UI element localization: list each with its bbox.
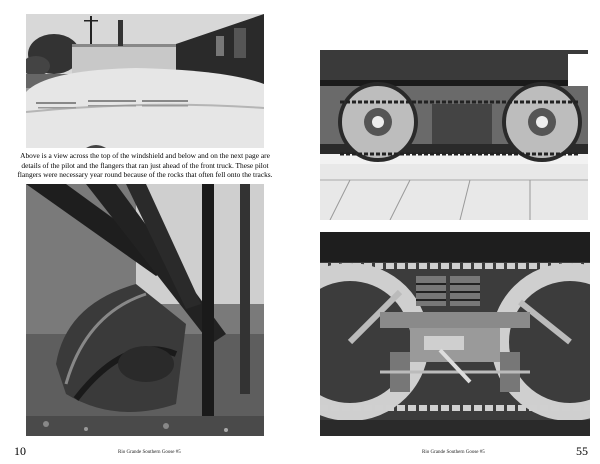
pilot-flanger-photo (26, 184, 264, 436)
left-page-number: 10 (14, 444, 26, 458)
windshield-photo (26, 14, 264, 148)
right-page (300, 0, 600, 464)
left-page-footer: Rio Grande Southern Goose #5 (118, 450, 181, 455)
right-page-number: 55 (576, 444, 588, 458)
truck-underside-photo (320, 232, 590, 436)
front-truck-photo (320, 14, 588, 220)
photo-caption: Above is a view across the top of the windshield and below and on the next page are details of the pilot and the flangers that ran just ahead of the front truck. These pilot flangers were necessary year round because of the rocks that often fell onto the tracks. (17, 151, 273, 180)
right-page-footer: Rio Grande Southern Goose #5 (422, 450, 485, 455)
